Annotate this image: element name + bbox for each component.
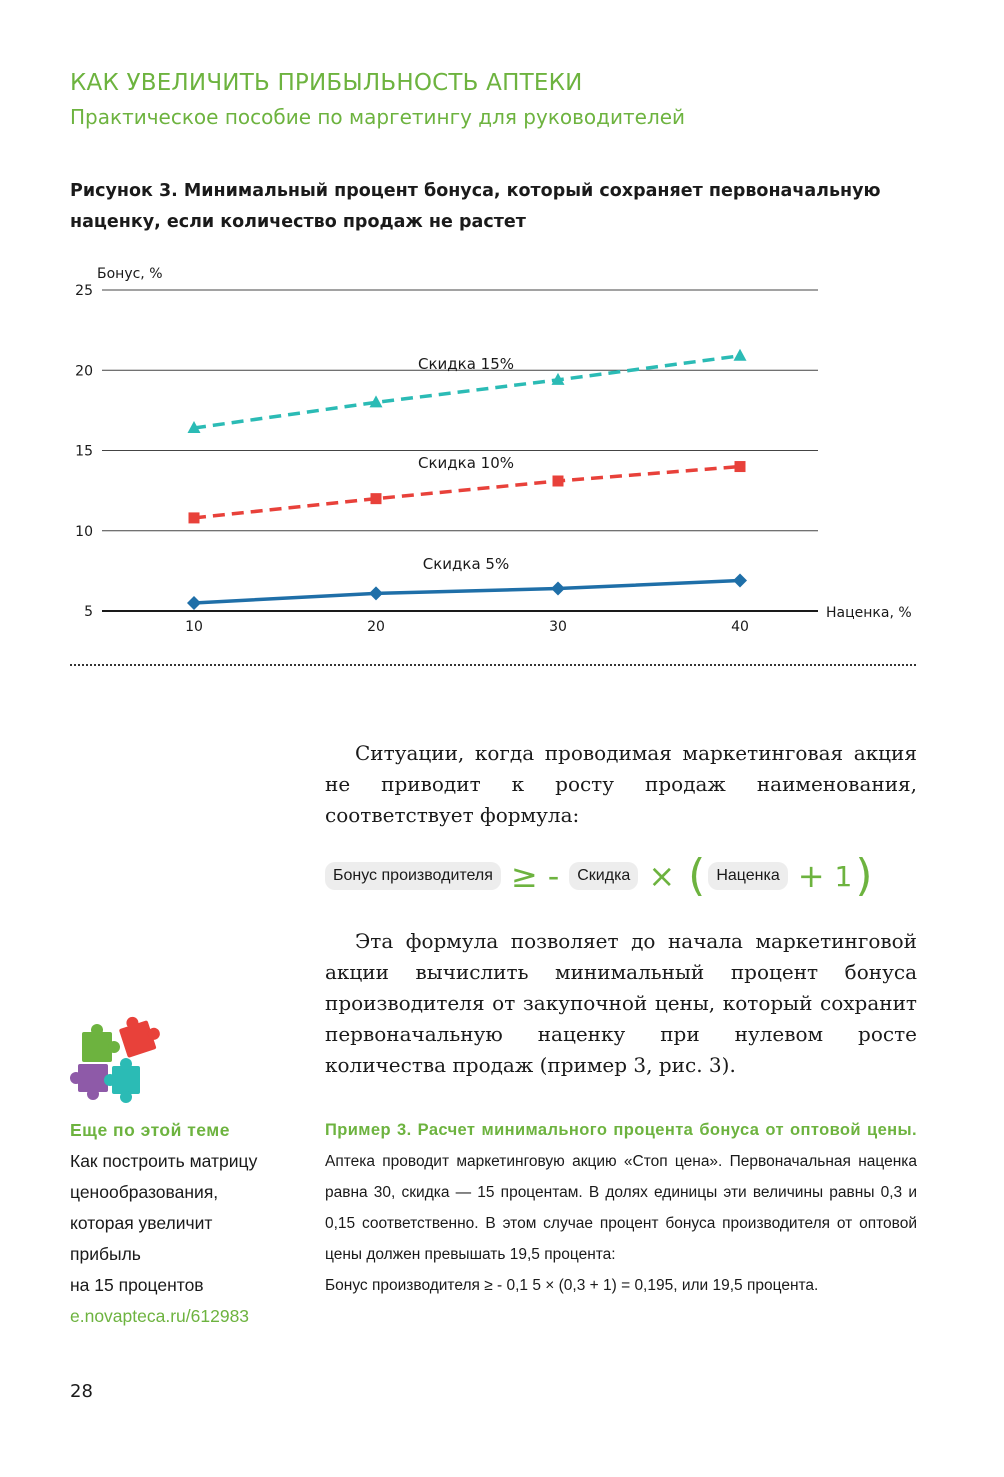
formula-times: × [648,857,676,895]
running-header-title: КАК УВЕЛИЧИТЬ ПРИБЫЛЬНОСТЬ АПТЕКИ [70,70,583,96]
body-paragraph-1: Ситуации, когда проводимая маркетинговая акция не приводит к росту продаж наименования, соответствует формула: [325,741,917,827]
related-topic-line: Как построить матрицу [70,1151,258,1171]
data-point [187,596,201,610]
formula-term-markup: Наценка [708,862,787,890]
puzzle-piece-purple [70,1064,108,1100]
data-point [371,493,382,504]
body-paragraph-2: Эта формула позволяет до начала маркетинговой акции вычислить минимальный процент бонуса производителя от закупочной цены, который сохранит первоначальную наценку при нулевом росте количества продаж (пример 3, рис. 3). [325,929,917,1077]
formula-plus: + [797,857,825,895]
y-tick-label: 15 [75,443,93,460]
series-1 [187,555,747,610]
series-line [194,581,740,603]
puzzle-piece-green [82,1024,120,1062]
line-chart [0,250,1004,670]
formula-paren-open: ( [688,850,706,901]
puzzle-piece-teal [104,1058,140,1103]
x-tick-label: 20 [367,619,385,635]
running-header-subtitle: Практическое пособие по маргетингу для руководителей [70,105,686,129]
data-point [734,349,747,361]
figure-caption-line2: наценку, если количество продаж не растет [70,212,526,232]
series-2 [189,454,746,524]
related-topic-line: которая увеличит [70,1213,213,1233]
x-tick-label: 40 [731,619,749,635]
x-tick-label: 30 [549,619,567,635]
puzzle-icon [68,1012,168,1107]
puzzle-piece-red [116,1012,164,1058]
example-block [325,1115,917,1301]
x-axis-label: Наценка, % [826,605,912,621]
related-topic-line: ценообразования, [70,1182,219,1202]
series-label: Скидка 10% [417,453,515,472]
y-tick-label: 10 [75,523,93,540]
data-point [735,461,746,472]
related-topic-link[interactable]: e.novapteca.ru/612983 [70,1306,250,1326]
related-topic-heading: Еще по этой теме [70,1120,230,1140]
related-topic-line: прибыль [70,1244,141,1264]
formula-term-discount: Скидка [569,862,638,890]
formula-one: 1 [834,859,853,893]
data-point [553,475,564,486]
formula-paren-close: ) [855,850,873,901]
section-separator [70,664,916,666]
example-heading: Пример 3. Расчет минимального процента бонуса от оптовой цены. [325,1121,917,1139]
series-label: Скидка 5% [422,554,510,573]
series-label: Скидка 15% [417,355,515,374]
figure-caption-line1: Рисунок 3. Минимальный процент бонуса, который сохраняет первоначальную [70,181,881,201]
data-point [551,582,565,596]
formula [325,852,876,900]
data-point [189,512,200,523]
y-tick-label: 25 [75,283,93,299]
chart-series [187,349,747,610]
x-tick-label: 10 [185,619,203,635]
related-topic-line: на 15 процентов [70,1275,204,1295]
data-point [733,574,747,588]
y-axis-label: Бонус, % [97,266,163,282]
chart-ticks [75,283,749,635]
y-tick-label: 5 [84,604,93,620]
figure-caption [70,176,930,238]
related-topic-sidebar [70,1115,300,1332]
y-tick-label: 20 [75,363,93,380]
page-number: 28 [70,1381,93,1402]
example-text: Аптека проводит маркетинговую акцию «Стоп цена». Первоначальная наценка равна 30, скидка — 15 процентам. В долях единицы эти величины равны 0,3 и 0,15 соответственно. В этом случае процент бонуса производителя от оптовой цены должен превышать 19,5 процента: [325,1153,917,1263]
series-3 [188,349,747,433]
formula-term-bonus: Бонус производителя [325,862,501,890]
formula-minus: - [547,857,560,895]
series-line [194,467,740,518]
example-formula: Бонус производителя ≥ - 0,1 5 × (0,3 + 1) = 0,195, или 19,5 процента. [325,1277,819,1294]
data-point [369,586,383,600]
formula-geq: ≥ [510,857,538,895]
